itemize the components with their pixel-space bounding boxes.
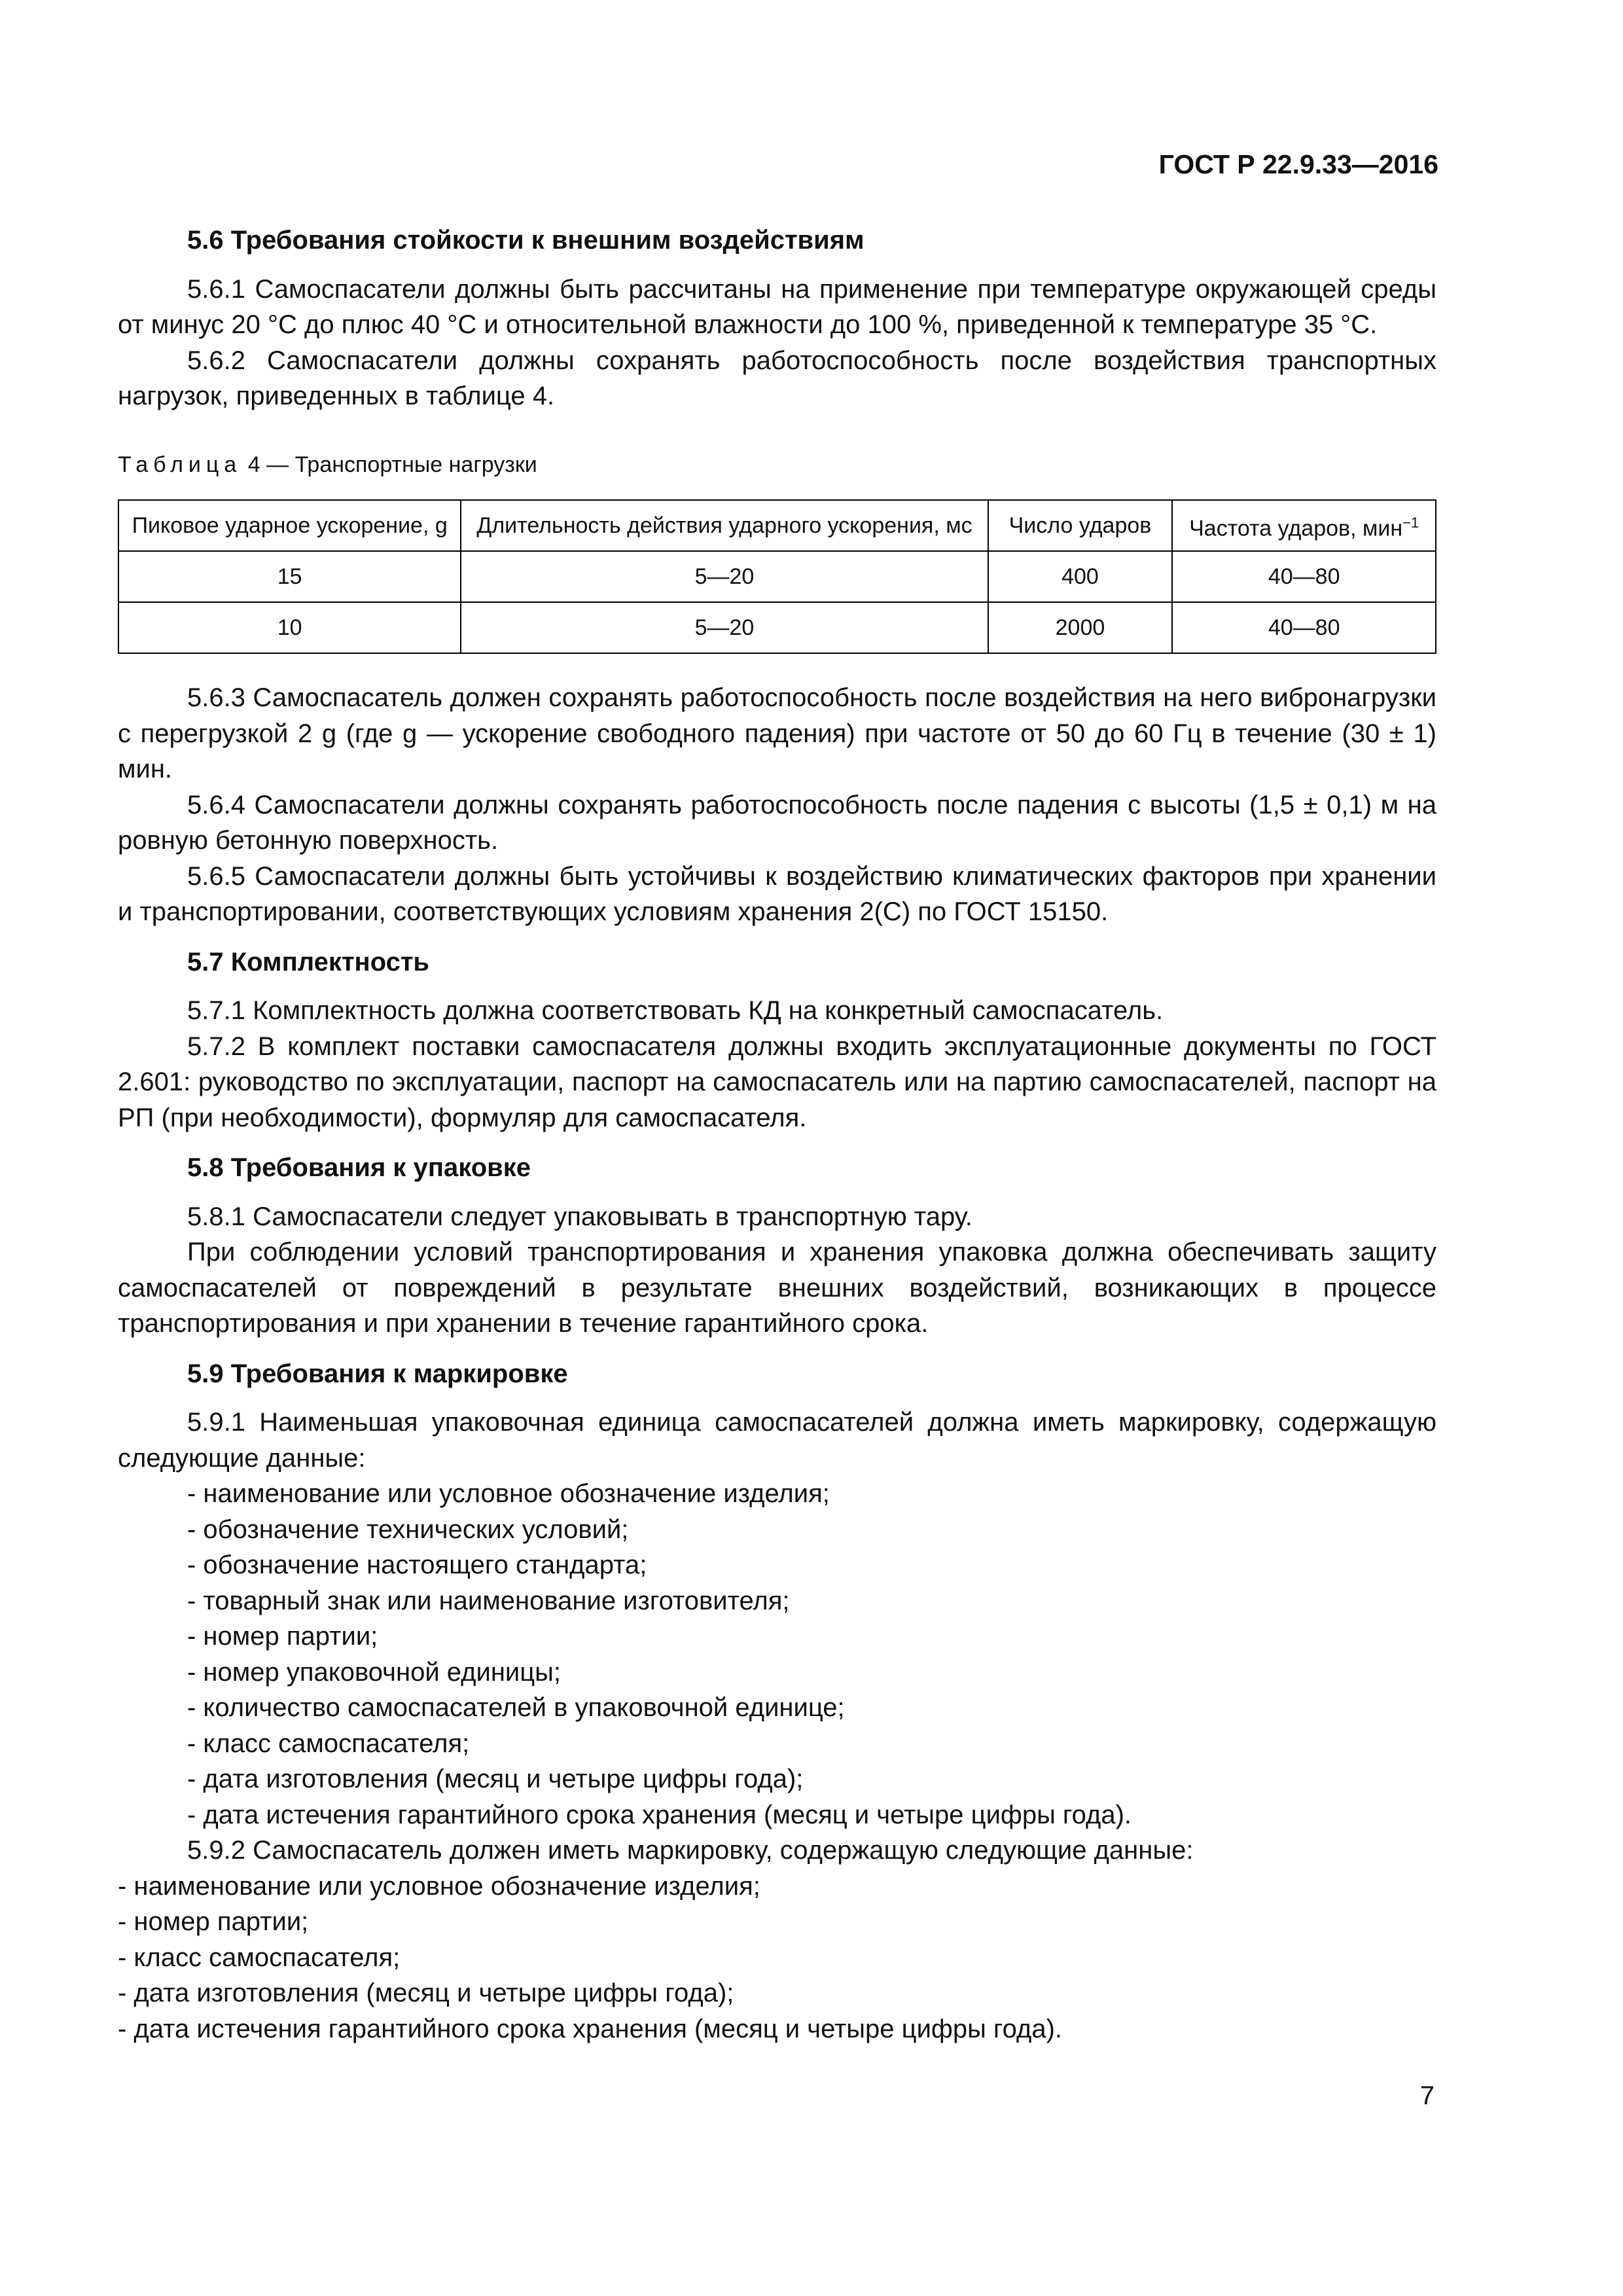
list-item: - обозначение технических условий; [187, 1515, 629, 1544]
table-cell: 400 [988, 551, 1173, 602]
list-item: - дата истечения гарантийного срока хранения (месяц и четыре цифры года). [187, 1800, 1132, 1829]
page-number: 7 [1419, 2081, 1435, 2110]
section-5-6-title: 5.6 Требования стойкости к внешним воздействиям [187, 226, 865, 255]
paragraph-5-6-1: 5.6.1 Самоспасатели должны быть рассчитаны на применение при температуре окружающей среды от минус 20 °С до плюс 40 °С и относительной влажности до 100 %, приведенной к температуре 35 °С. [118, 274, 1436, 339]
list-item: - класс самоспасателя; [118, 1943, 401, 1972]
table-cell: 10 [118, 602, 461, 653]
table-caption-text: 4 — Транспортные нагрузки [247, 452, 537, 477]
section-5-9-title: 5.9 Требования к маркировке [187, 1359, 568, 1388]
list-item: - наименование или условное обозначение изделия; [187, 1479, 830, 1508]
list-item: - номер упаковочной единицы; [187, 1657, 562, 1687]
document-designation: ГОСТ Р 22.9.33—2016 [1158, 149, 1438, 179]
list-item: - товарный знак или наименование изготовителя; [187, 1586, 790, 1615]
paragraph-5-7-2: 5.7.2 В комплект поставки самоспасателя должны входить эксплуатационные документы по ГОСТ 2.601: руководство по эксплуатации, паспорт на самоспасатель или на партию самоспасателей, паспорт на РП (при необходимости), формуляр для самоспасателя. [118, 1031, 1436, 1132]
list-item: - номер партии; [187, 1622, 378, 1651]
list-item: - наименование или условное обозначение изделия; [118, 1871, 760, 1901]
table-row [118, 551, 1436, 602]
table-header-cell: Длительность действия ударного ускорения, мс [461, 500, 988, 551]
paragraph-5-6-5: 5.6.5 Самоспасатели должны быть устойчивы к воздействию климатических факторов при хранении и транспортировании, соответствующих условиям хранения 2(С) по ГОСТ 15150. [118, 861, 1436, 926]
table-cell: 40—80 [1172, 551, 1436, 602]
table-header-cell: Пиковое ударное ускорение, g [118, 500, 461, 551]
table-cell: 5—20 [461, 551, 988, 602]
table-header-cell [1172, 500, 1436, 551]
list-item: - дата истечения гарантийного срока хранения (месяц и четыре цифры года). [118, 2014, 1063, 2043]
table-header-cell: Число ударов [988, 500, 1173, 551]
paragraph-5-6-3: 5.6.3 Самоспасатель должен сохранять работоспособность после воздействия на него вибронагрузки с перегрузкой 2 g (где g — ускорение свободного падения) при частоте от 50 до 60 Гц в течение (30 ± 1) мин. [118, 683, 1436, 783]
list-item: - обозначение настоящего стандарта; [187, 1551, 647, 1579]
paragraph-5-6-2: 5.6.2 Самоспасатели должны сохранять работоспособность после воздействия транспортных нагрузок, приведенных в таблице 4. [118, 346, 1436, 410]
transport-loads-table [118, 499, 1436, 654]
page-content [118, 223, 1436, 2047]
table-caption-word: Таблица [118, 452, 242, 477]
list-item: - дата изготовления (месяц и четыре цифры года); [118, 1979, 734, 2007]
list-item: - номер партии; [118, 1907, 309, 1936]
paragraph-5-9-2: 5.9.2 Самоспасатель должен иметь маркировку, содержащую следующие данные: [187, 1836, 1194, 1865]
paragraph-5-7-1: 5.7.1 Комплектность должна соответствовать КД на конкретный самоспасатель. [187, 996, 1164, 1025]
table-header-text: Частота ударов, мин [1189, 515, 1403, 541]
paragraph-5-8-1: 5.8.1 Самоспасатели следует упаковывать в транспортную тару. [187, 1202, 972, 1231]
table-cell: 40—80 [1172, 602, 1436, 653]
table-cell: 2000 [988, 602, 1173, 653]
table-header-row [118, 500, 1436, 551]
list-item: - количество самоспасателей в упаковочной единице; [187, 1693, 845, 1722]
table-4-caption [118, 447, 1436, 483]
section-5-8-title: 5.8 Требования к упаковке [187, 1153, 531, 1182]
table-header-superscript: −1 [1402, 514, 1419, 531]
table-cell: 15 [118, 551, 461, 602]
paragraph-5-8-1-continued: При соблюдении условий транспортирования и хранения упаковка должна обеспечивать защиту самоспасателей от повреждений в результате внешних воздействий, возникающих в процессе транспортирования и при хранении в течение гарантийного срока. [118, 1238, 1436, 1338]
list-item: - класс самоспасателя; [187, 1729, 470, 1758]
table-row [118, 602, 1436, 653]
paragraph-5-9-1: 5.9.1 Наименьшая упаковочная единица самоспасателей должна иметь маркировку, содержащую следующие данные: [118, 1408, 1436, 1473]
list-item: - дата изготовления (месяц и четыре цифры года); [187, 1765, 804, 1793]
table-cell: 5—20 [461, 602, 988, 653]
section-5-7-title: 5.7 Комплектность [187, 947, 430, 977]
paragraph-5-6-4: 5.6.4 Самоспасатели должны сохранять работоспособность после падения с высоты (1,5 ± 0,1) м на ровную бетонную поверхность. [118, 790, 1436, 855]
